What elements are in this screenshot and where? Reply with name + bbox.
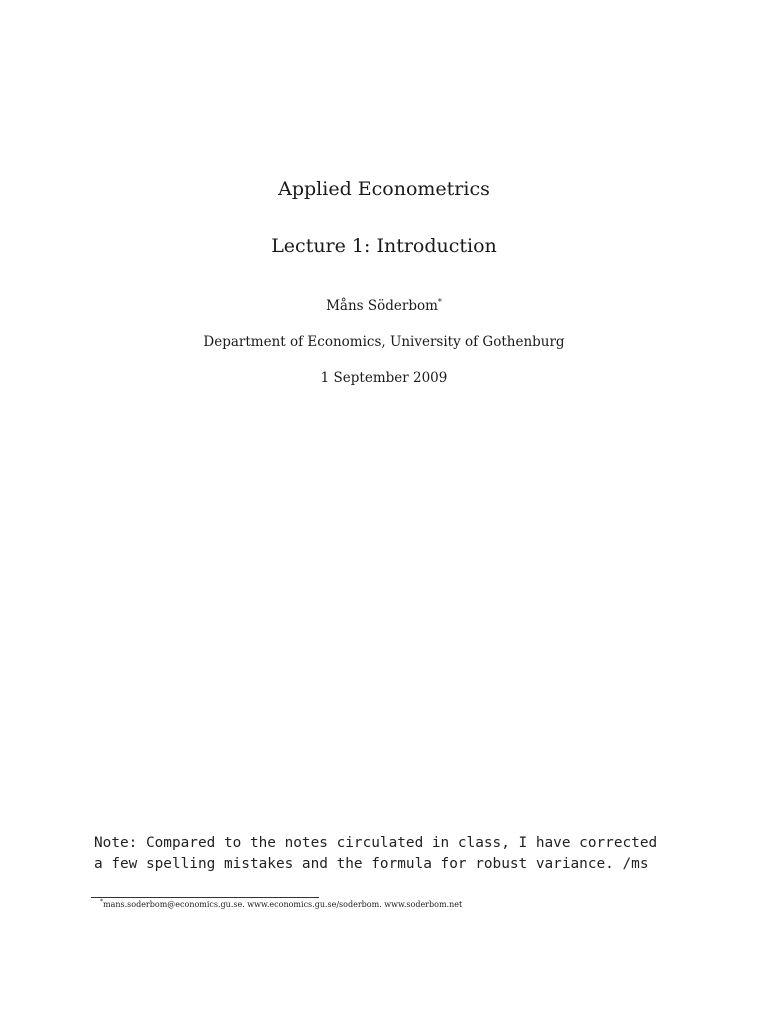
author-affiliation: Department of Economics, University of Gothenburg (203, 334, 565, 350)
revision-note-line: a few spelling mistakes and the formula for robust variance. /ms (94, 856, 649, 872)
footnote-divider (91, 897, 319, 898)
document-date: 1 September 2009 (320, 370, 448, 386)
footnote-text: mans.soderbom@economics.gu.se. www.economics.gu.se/soderbom. www.soderbom.net (103, 900, 463, 909)
document-title: Applied Econometrics (278, 178, 490, 200)
footnote (100, 900, 462, 909)
revision-note-line: Note: Compared to the notes circulated in class, I have corrected (94, 835, 658, 851)
author-line (0, 298, 768, 314)
author-footnote-mark: * (437, 297, 442, 307)
author-name: Måns Söderbom (326, 298, 438, 314)
footnote-mark: * (100, 898, 103, 906)
lecture-title: Lecture 1: Introduction (271, 235, 497, 257)
revision-note (94, 833, 734, 875)
